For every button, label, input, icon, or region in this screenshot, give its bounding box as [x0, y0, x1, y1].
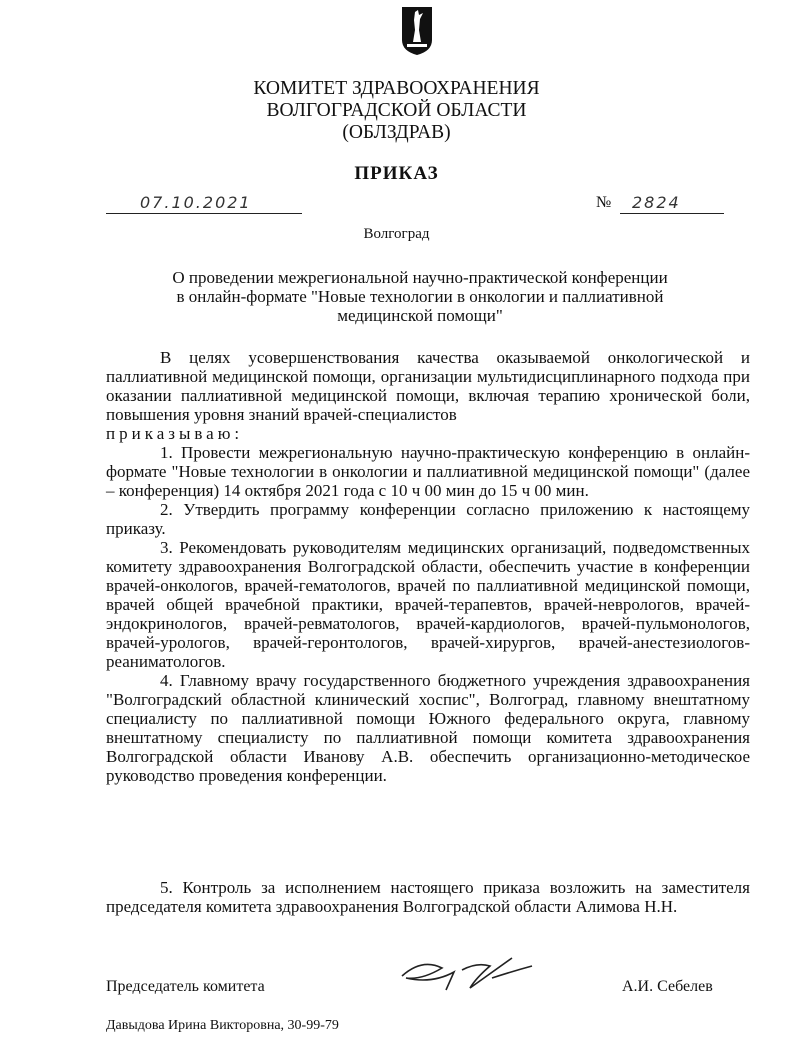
order-body — [106, 348, 750, 785]
org-name-line3: (ОБЛЗДРАВ) — [342, 122, 451, 143]
item-3: 3. Рекомендовать руководителям медицинских организаций, подведомственных комитету здравоохранения Волгоградской области, обеспечить участие в конференции врачей-онкологов, врачей-гематологов, врачей по паллиативной медицинской помощи, врачей общей врачебной практики, врачей-терапевтов, врачей-неврологов, врачей-эндокринологов, врачей-ревматологов, врачей-кардиологов, врачей-пульмонологов, врачей-урологов, врачей-геронтологов, врачей-хирургов, врачей-анестезиологов-реаниматологов. — [106, 538, 750, 671]
item-5: 5. Контроль за исполнением настоящего приказа возложить на заместителя председателя комитета здравоохранения Волгоградской области Алимова Н.Н. — [106, 878, 750, 916]
signatory-name: А.И. Себелев — [622, 978, 713, 995]
item-4: 4. Главному врачу государственного бюджетного учреждения здравоохранения "Волгоградский областной клинический хоспис", Волгоград, главному внештатному специалисту по паллиативной помощи Южного федерального округа, главному внештатному специалисту по паллиативной помощи комитета здравоохранения Волгоградской области Иванову А.В. обеспечить организационно-методическое руководство проведения конференции. — [106, 671, 750, 785]
subject-line2: в онлайн-формате "Новые технологии в онкологии и паллиативной — [176, 287, 664, 306]
number-value: 2824 — [632, 193, 681, 212]
number-prefix: № — [596, 194, 612, 211]
intro-paragraph: В целях усовершенствования качества оказываемой онкологической и паллиативной медицинской помощи, организации мультидисциплинарного подхода при оказании паллиативной медицинской помощи, включая терапию хронической боли, повышения уровня знаний врачей-специалистов — [106, 348, 750, 424]
number-line — [620, 193, 724, 214]
subject-line3: медицинской помощи" — [337, 306, 503, 325]
date-line — [106, 193, 302, 214]
coat-of-arms-emblem — [401, 6, 433, 56]
org-name-line1: КОМИТЕТ ЗДРАВООХРАНЕНИЯ — [253, 78, 540, 99]
item-1: 1. Провести межрегиональную научно-практическую конференцию в онлайн-формате "Новые технологии в онкологии и паллиативной медицинской помощи" (далее – конференция) 14 октября 2021 года с 10 ч 00 мин до 15 ч 00 мин. — [106, 443, 750, 500]
contact-footer: Давыдова Ирина Викторовна, 30-99-79 — [106, 1018, 339, 1033]
document-type: ПРИКАЗ — [354, 163, 439, 184]
date-value: 07.10.2021 — [140, 193, 252, 212]
item-2: 2. Утвердить программу конференции согласно приложению к настоящему приказу. — [106, 500, 750, 538]
number-block — [596, 193, 724, 213]
handwritten-signature — [392, 948, 552, 1003]
order-word: приказываю: — [106, 424, 244, 443]
signature-position: Председатель комитета — [106, 978, 265, 995]
org-name-line2: ВОЛГОГРАДСКОЙ ОБЛАСТИ — [266, 100, 527, 121]
control-paragraph-wrap — [106, 878, 750, 916]
subject — [140, 268, 700, 325]
city: Волгоград — [363, 226, 430, 242]
subject-line1: О проведении межрегиональной научно-практической конференции — [172, 268, 668, 287]
